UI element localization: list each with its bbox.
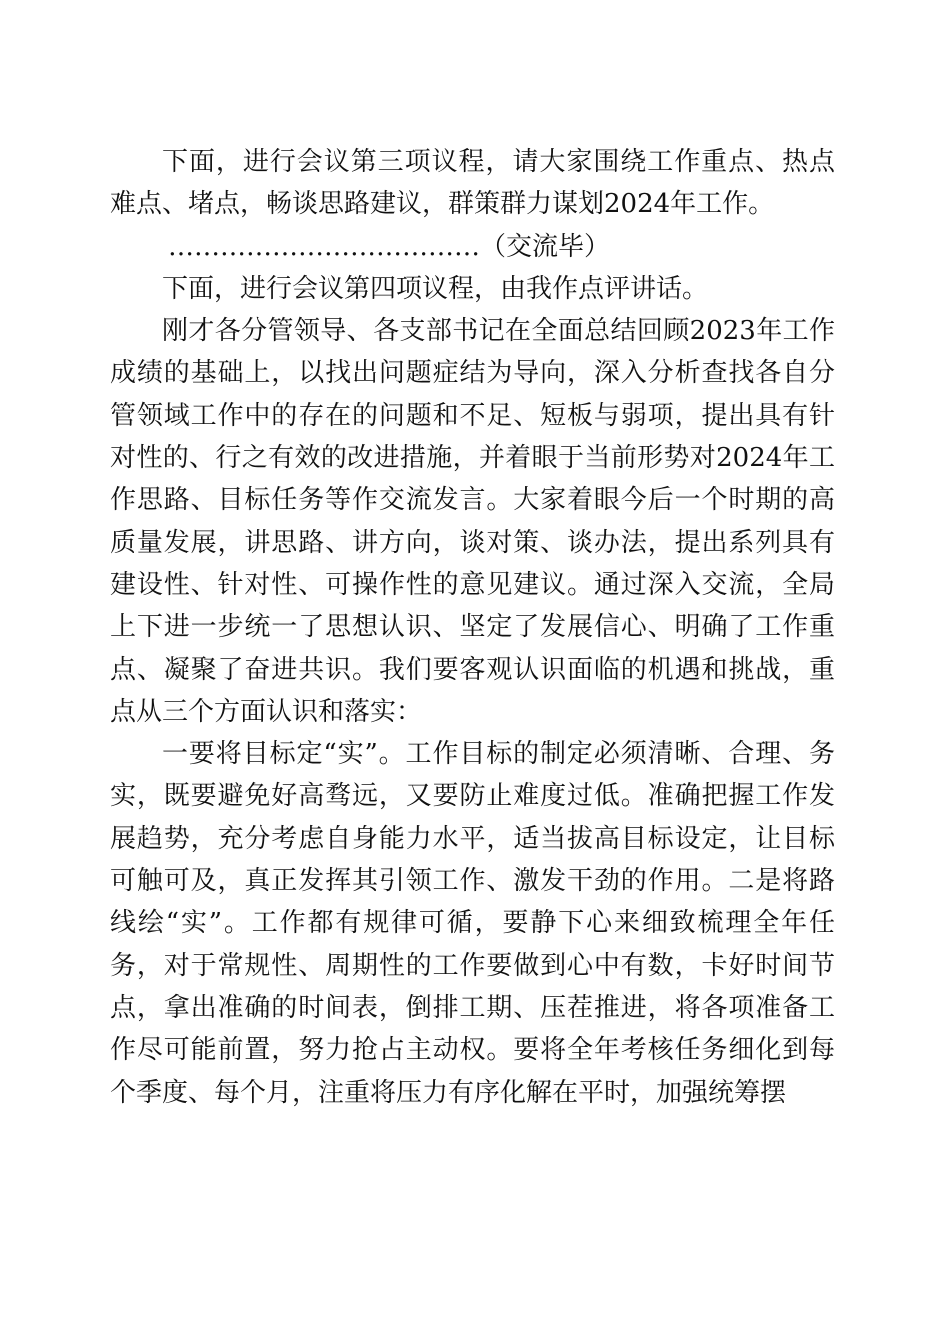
document-body — [110, 141, 835, 1114]
paragraph-summary: 刚才各分管领导、各支部书记在全面总结回顾2023年工作成绩的基础上，以找出问题症结为导向，深入分析查找各自分管领域工作中的存在的问题和不足、短板与弱项，提出具有针对性的、行之有效的改进措施，并着眼于当前形势对2024年工作思路、目标任务等作交流发言。大家着眼今后一个时期的高质量发展，讲思路、讲方向，谈对策、谈办法，提出系列具有建设性、针对性、可操作性的意见建议。通过深入交流，全局上下进一步统一了思想认识、坚定了发展信心、明确了工作重点、凝聚了奋进共识。我们要客观认识面临的机遇和挑战，重点从三个方面认识和落实： — [110, 316, 835, 727]
paragraph-goals: 一要将目标定“实”。工作目标的制定必须清晰、合理、务实，既要避免好高骛远，又要防止难度过低。准确把握工作发展趋势，充分考虑自身能力水平，适当拔高目标设定，让目标可触可及，真正发挥其引领工作、激发干劲的作用。二是将路线绘“实”。工作都有规律可循，要静下心来细致梳理全年任务，对于常规性、周期性的工作要做到心中有数，卡好时间节点，拿出准确的时间表，倒排工期、压茬推进，将各项准备工作尽可能前置，努力抢占主动权。要将全年考核任务细化到每个季度、每个月，注重将压力有序化解在平时，加强统筹摆 — [110, 739, 835, 1108]
paragraph-agenda-four: 下面，进行会议第四项议程，由我作点评讲话。 — [162, 273, 709, 304]
exchange-complete-separator: ………………………………（交流毕） — [168, 231, 611, 262]
paragraph-agenda-three: 下面，进行会议第三项议程，请大家围绕工作重点、热点难点、堵点，畅谈思路建议，群策群力谋划2024年工作。 — [110, 147, 835, 220]
